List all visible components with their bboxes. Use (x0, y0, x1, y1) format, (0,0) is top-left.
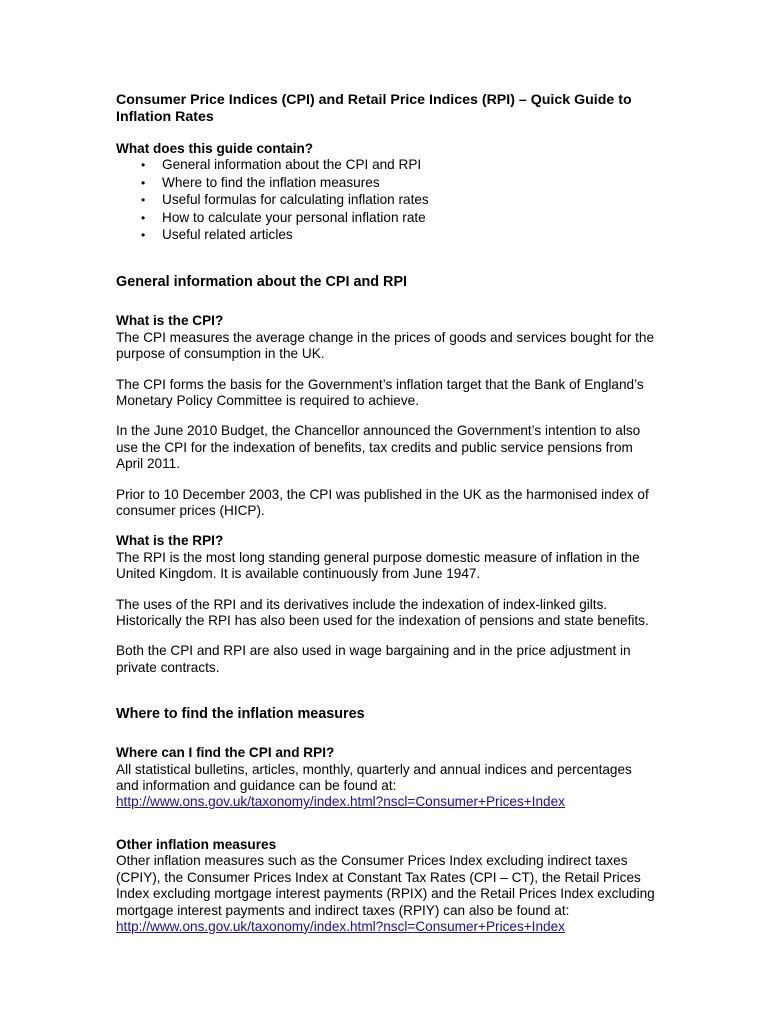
document-title: Consumer Price Indices (CPI) and Retail Price Indices (RPI) – Quick Guide to Inflation Rates (116, 92, 632, 125)
paragraph-find-text: All statistical bulletins, articles, monthly, quarterly and annual indices and percentages and information and guidance can be found at: (116, 761, 632, 794)
paragraph-rpi-1: The RPI is the most long standing general purpose domestic measure of inflation in the United Kingdom. It is available continuously from June 1947. (116, 549, 640, 582)
list-item (116, 157, 656, 174)
bullet-icon: • (141, 175, 146, 190)
ons-link-2[interactable]: http://www.ons.gov.uk/taxonomy/index.html?nscl=Consumer+Prices+Index (116, 918, 565, 934)
question-what-is-rpi: What is the RPI? (116, 533, 224, 549)
paragraph-other (116, 853, 656, 935)
list-item (116, 210, 656, 227)
question-other-measures: Other inflation measures (116, 836, 277, 852)
question-what-is-cpi: What is the CPI? (116, 313, 224, 329)
paragraph-cpi-3: In the June 2010 Budget, the Chancellor announced the Government’s intention to also use the CPI for the indexation of benefits, tax credits and public service pensions from April 2011. (116, 423, 641, 472)
paragraph-cpi-2: The CPI forms the basis for the Government’s inflation target that the Bank of England’s Monetary Policy Committee is required to achieve. (116, 376, 644, 408)
list-item (116, 227, 656, 244)
contents-heading: What does this guide contain? (116, 141, 314, 156)
list-item-text: How to calculate your personal inflation rate (162, 209, 426, 225)
bullet-icon: • (141, 158, 146, 173)
list-item-text: General information about the CPI and RPI (162, 157, 422, 173)
list-item (116, 192, 656, 209)
section-heading-where: Where to find the inflation measures (116, 706, 365, 723)
bullet-icon: • (141, 227, 146, 242)
list-item (116, 175, 656, 192)
paragraph-cpi-4: Prior to 10 December 2003, the CPI was published in the UK as the harmonised index of consumer prices (HICP). (116, 486, 649, 519)
question-where-find: Where can I find the CPI and RPI? (116, 745, 335, 761)
bullet-icon: • (141, 210, 146, 225)
paragraph-other-text: Other inflation measures such as the Consumer Prices Index excluding indirect taxes (CPIY), the Consumer Prices Index at Constant Tax Rates (CPI – CT), the Retail Prices Index excluding mortgage interest payments (RPIX) and the Retail Prices Index excluding mortgage interest payments and indirect taxes (RPIY) can also be found at: (116, 853, 655, 918)
document-body (116, 92, 656, 935)
list-item-text: Useful related articles (162, 226, 293, 242)
bullet-icon: • (141, 193, 146, 208)
paragraph-rpi-3: Both the CPI and RPI are also used in wage bargaining and in the price adjustment in private contracts. (116, 643, 631, 675)
paragraph-find (116, 762, 656, 811)
paragraph-cpi-1: The CPI measures the average change in the prices of goods and services bought for the purpose of consumption in the UK. (116, 329, 655, 362)
list-item-text: Where to find the inflation measures (162, 174, 380, 190)
paragraph-rpi-2: The uses of the RPI and its derivatives include the indexation of index-linked gilts. Historically the RPI has also been used for the indexation of pensions and state benefits. (116, 596, 649, 629)
list-item-text: Useful formulas for calculating inflation rates (162, 192, 429, 208)
ons-link[interactable]: http://www.ons.gov.uk/taxonomy/index.html?nscl=Consumer+Prices+Index (116, 794, 565, 810)
contents-list (116, 157, 656, 244)
section-heading-general: General information about the CPI and RPI (116, 274, 408, 291)
